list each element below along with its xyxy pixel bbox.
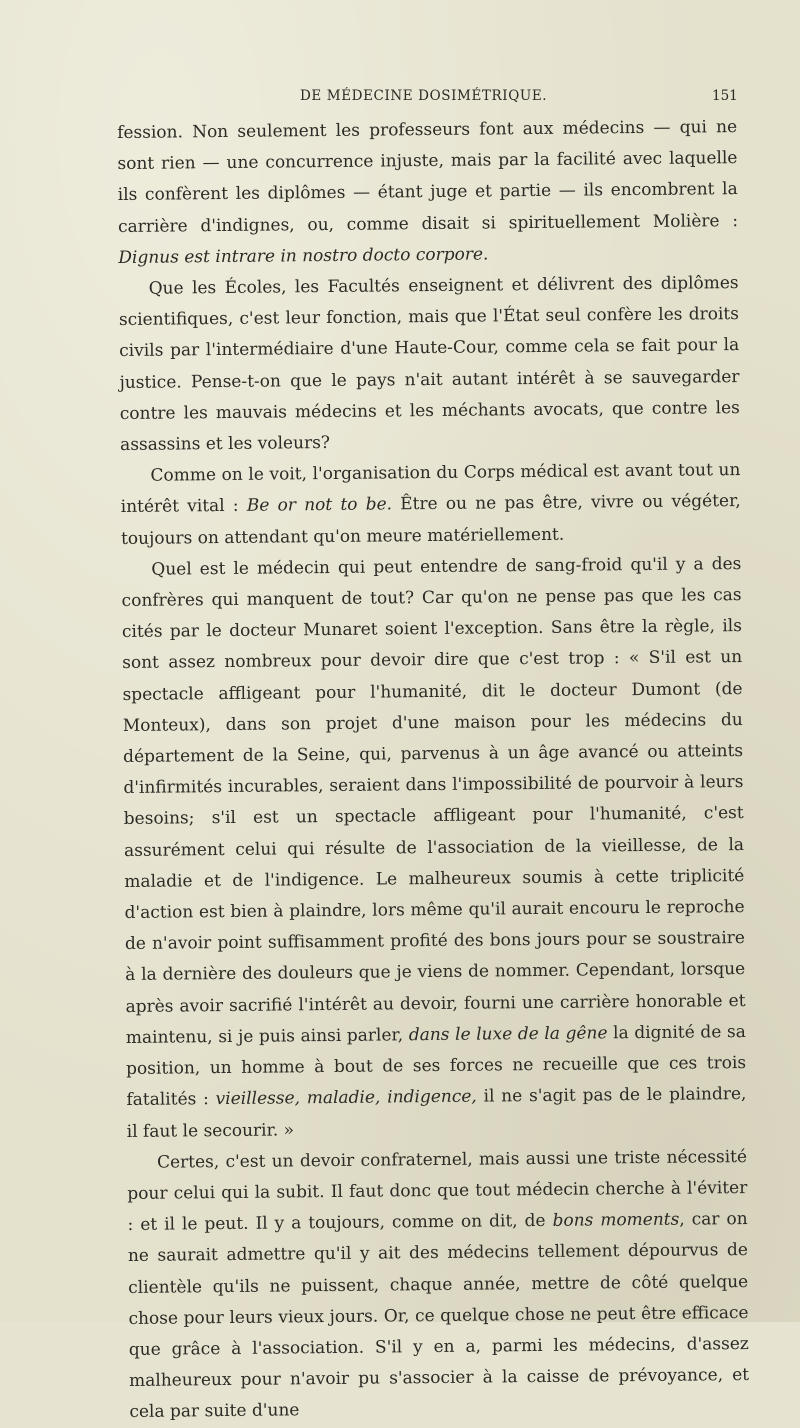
- italic-phrase: bons moments: [552, 1209, 680, 1231]
- text-segment: , car on ne saurait admettre qu'il y ait des médecins tellement dépourvus de clientèle qu'ils ne puissent, chaque année, mettre de côté quelque chose pour leurs vieux jours. Or, ce quelque chose ne peut être efficace que grâce à l'association. S'il y en a, parmi les médecins, d'assez malheureux pour n'avoir pu s'associer à la caisse de prévoyance, et cela par suite d'une: [127, 1209, 750, 1423]
- text-segment: fession. Non seulement les professeurs font aux médecins — qui ne sont rien — une concurrence injuste, mais par la facilité avec laquelle ils confèrent les diplômes — étant juge et partie — ils encombrent la carrière d'indignes, ou, comme disait si spirituellement Molière :: [117, 117, 739, 237]
- paragraph-3: [120, 455, 741, 555]
- body-text: [117, 112, 750, 1428]
- paragraph-1: [117, 112, 738, 274]
- text-segment: Certes, c'est un devoir confraternel, mais aussi une triste nécessité pour celui qui la subit. Il faut donc que tout médecin cherche à l'éviter : et il le peut. Il y a toujours, comme on dit, de: [127, 1146, 748, 1236]
- running-title: DE MÉDECINE DOSIMÉTRIQUE.: [300, 88, 548, 104]
- text-segment: Quel est le médecin qui peut entendre de sang-froid qu'il y a des confrères qui manquent de tout? Car qu'on ne pense pas que les cas cités par le docteur Munaret soient l'exception. Sans être la règle, ils sont assez nombreux pour devoir dire que c'est trop : « S'il est un spectacle affligeant pour l'humanité, dit le docteur Dumont (de Monteux), dans son projet d'une maison pour les médecins du département de la Seine, qui, parvenus à un âge avancé ou atteints d'infirmités incurables, seraient dans l'impossibilité de pourvoir à leurs besoins; s'il est un spectacle affligeant pour l'humanité, c'est assurément celui qui résulte de l'association de la vieillesse, de la maladie et de l'indigence. Le malheureux soumis à cette triplicité d'action est bien à plaindre, lors même qu'il aurait encouru le reproche de n'avoir point suffisamment profité des bons jours pour se soustraire à la dernière des douleurs que je viens de nommer. Cependant, lorsque après avoir sacrifié l'intérêt au devoir, fourni une carrière honorable et maintenu, si je puis ainsi parler,: [121, 553, 746, 1048]
- page-number: 151: [712, 88, 738, 104]
- paragraph-5: [127, 1142, 750, 1428]
- english-quote: Be or not to be.: [246, 494, 393, 517]
- paragraph-2: [118, 268, 740, 461]
- text-segment: Être ou ne pas être, vivre ou végéter, toujours on attendant qu'on meure matériellement.: [120, 491, 741, 549]
- italic-phrase: vieillesse, maladie, indigence,: [215, 1086, 477, 1110]
- italic-phrase: dans le luxe de la gêne: [408, 1023, 608, 1046]
- text-segment: il ne s'agit pas de le plaindre, il faut le secourir. »: [126, 1084, 747, 1142]
- latin-quote: Dignus est intrare in nostro docto corpore.: [118, 244, 489, 268]
- text-segment: la dignité de sa position, un homme à bout de ses forces ne recueille que ces trois fatalités :: [126, 1021, 747, 1111]
- text-segment: Que les Écoles, les Facultés enseignent et délivrent des diplômes scientifiques, c'est leur fonction, mais que l'État seul confère les droits civils par l'intermédiaire d'une Haute-Cour, comme cela se fait pour la justice. Pense-t-on que le pays n'ait autant intérêt à se sauvegarder contre les mauvais médecins et les méchants avocats, que contre les assassins et les voleurs?: [118, 273, 740, 456]
- paragraph-4: [121, 549, 747, 1148]
- text-segment: Comme on le voit, l'organisation du Corps médical est avant tout un intérêt vital :: [120, 460, 741, 518]
